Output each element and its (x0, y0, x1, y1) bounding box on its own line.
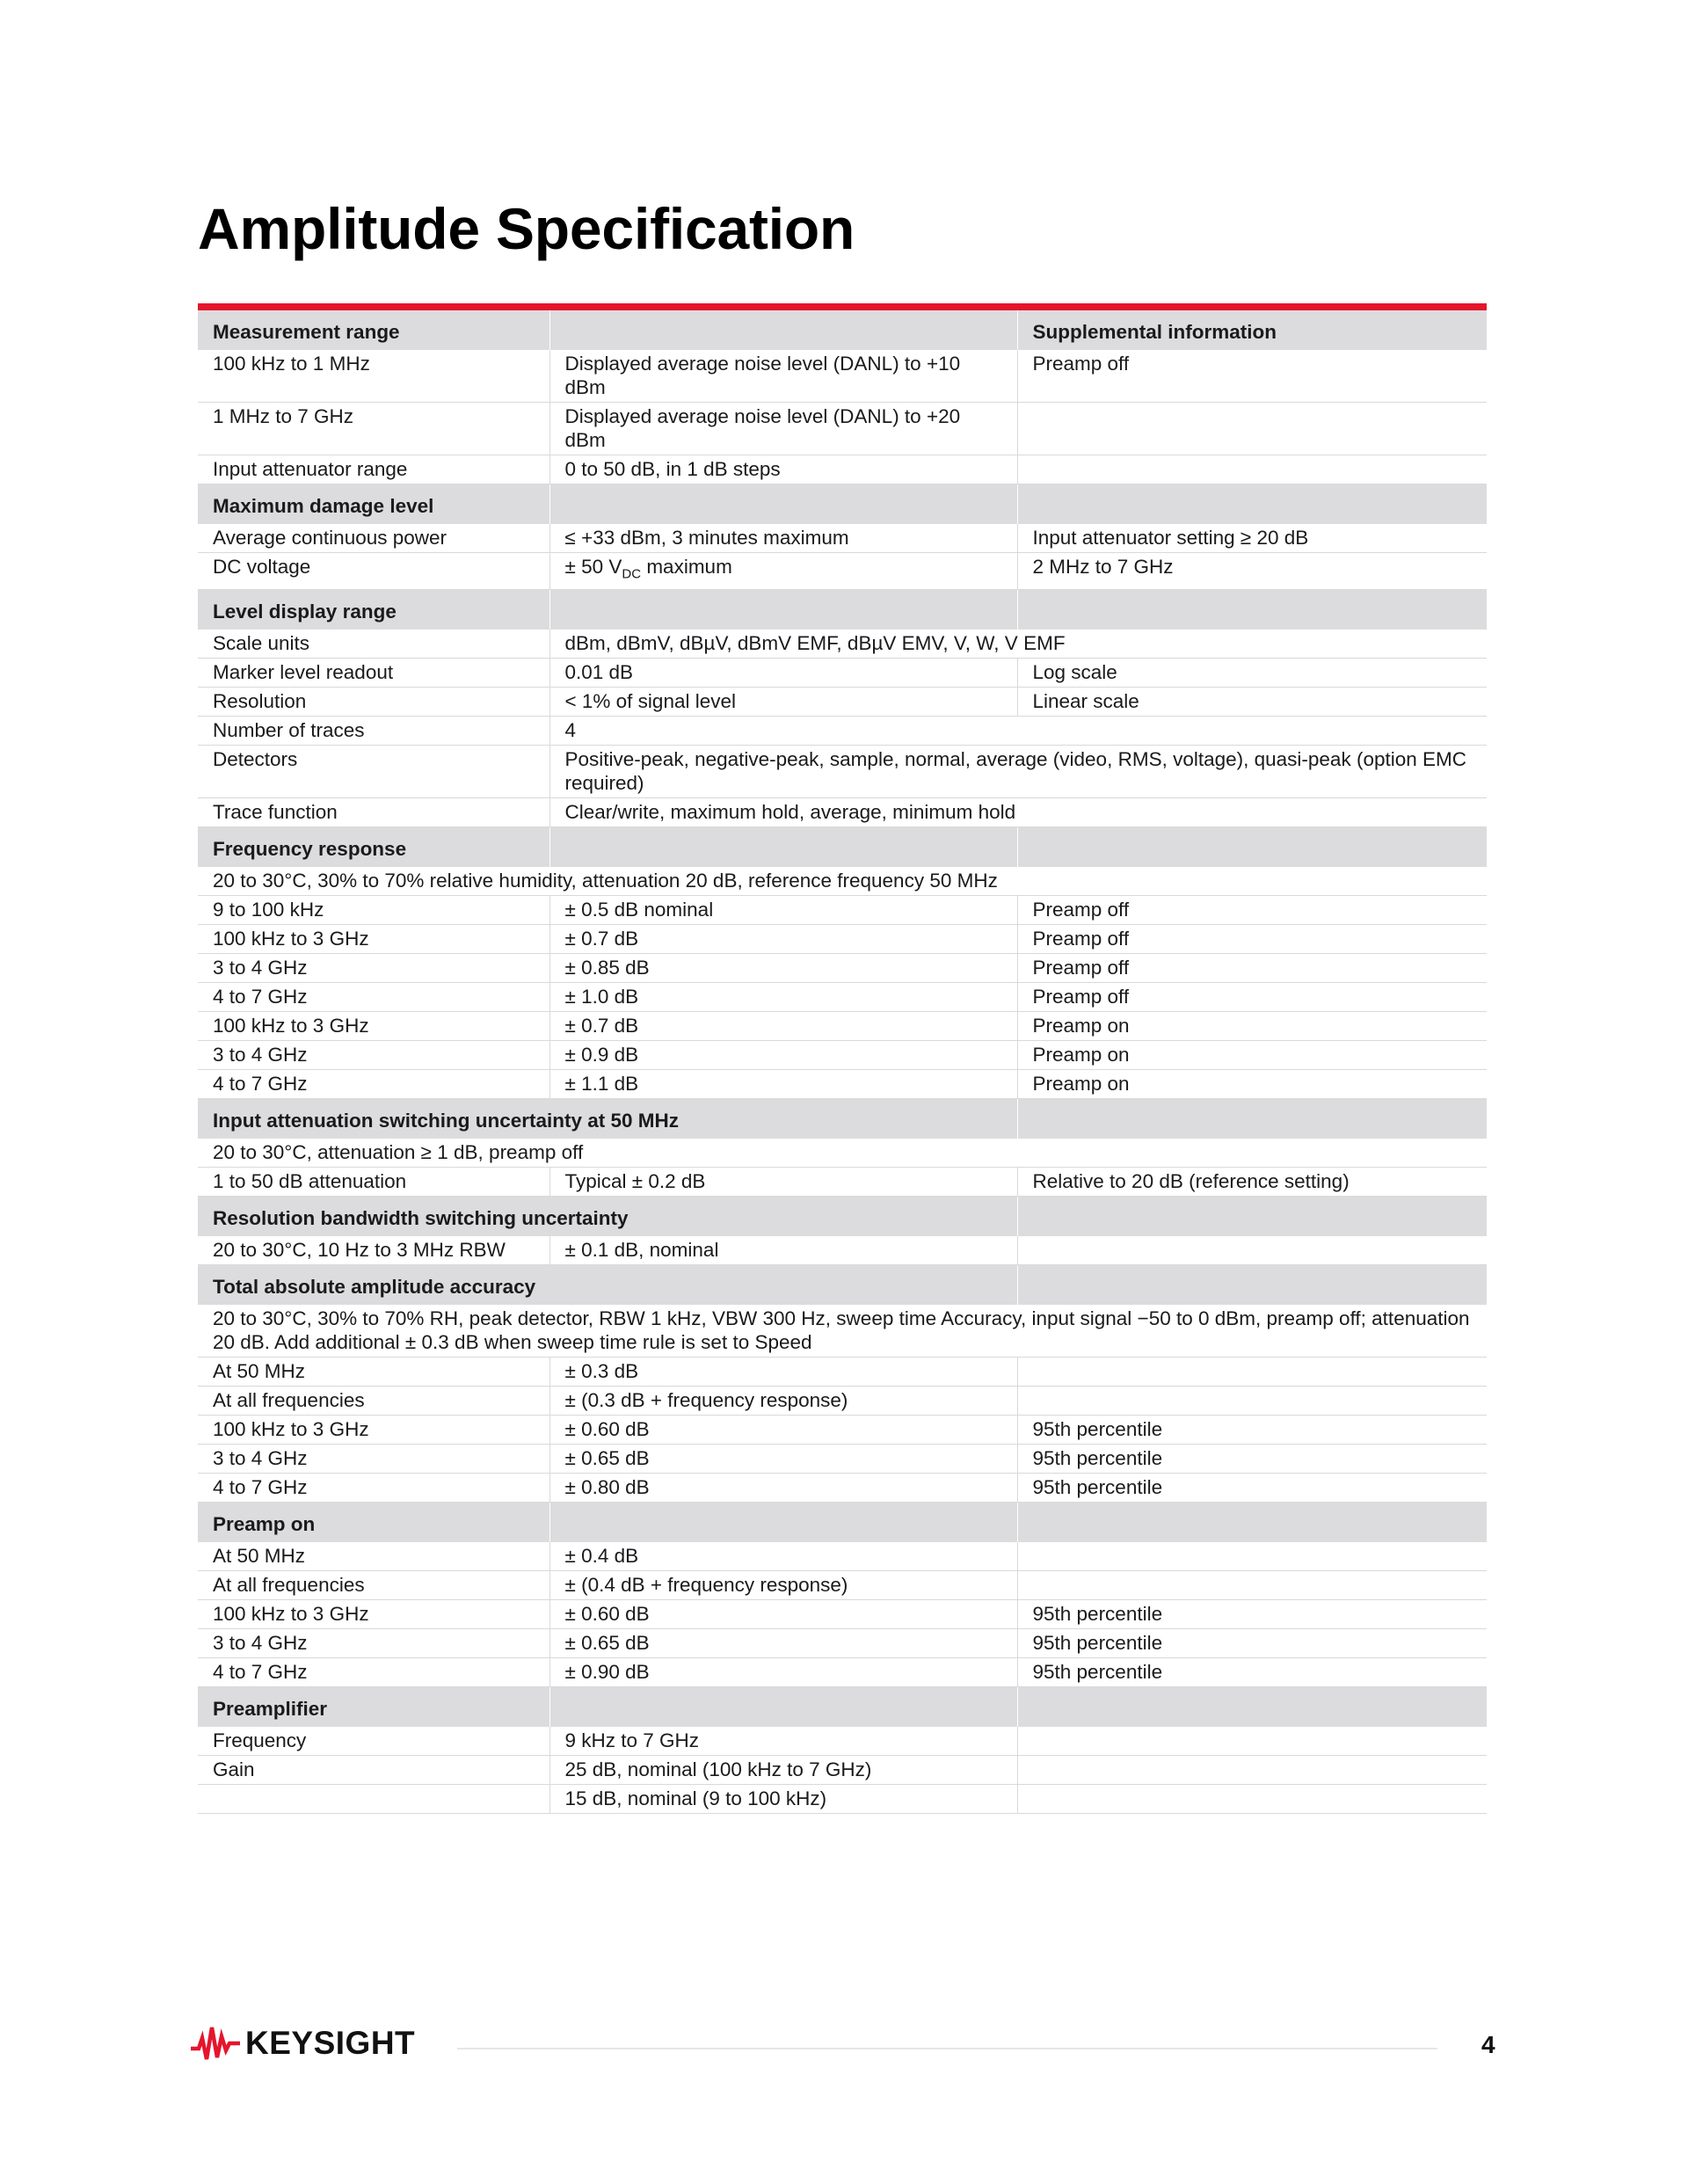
table-row (198, 455, 1487, 484)
parameter-cell: Frequency (198, 1727, 549, 1756)
section-header-row (198, 1098, 1487, 1139)
section-header-spacer (549, 1502, 1017, 1542)
section-header-row (198, 589, 1487, 630)
parameter-cell: 9 to 100 kHz (198, 895, 549, 924)
supplemental-cell: Preamp off (1017, 350, 1487, 403)
section-header-row (198, 1264, 1487, 1305)
section-header-row (198, 1686, 1487, 1727)
table-row (198, 658, 1487, 687)
section-header-supplemental (1017, 826, 1487, 867)
section-header-supplemental (1017, 1502, 1487, 1542)
section-header-supplemental (1017, 589, 1487, 630)
parameter-cell: 4 to 7 GHz (198, 1069, 549, 1098)
table-row (198, 1236, 1487, 1265)
parameter-cell: Marker level readout (198, 658, 549, 687)
specification-cell: ± 0.85 dB (549, 953, 1017, 982)
parameter-cell: Gain (198, 1755, 549, 1784)
specification-cell (549, 553, 1017, 590)
section-header: Level display range (198, 589, 549, 630)
supplemental-cell: 2 MHz to 7 GHz (1017, 553, 1487, 590)
specification-cell: ± 1.0 dB (549, 982, 1017, 1011)
supplemental-cell (1017, 455, 1487, 484)
supplemental-cell (1017, 1357, 1487, 1386)
supplemental-cell (1017, 1727, 1487, 1756)
parameter-cell: 100 kHz to 3 GHz (198, 1415, 549, 1444)
section-header-row (198, 826, 1487, 867)
section-header: Maximum damage level (198, 484, 549, 525)
parameter-cell (198, 1784, 549, 1813)
specification-cell: ± 0.1 dB, nominal (549, 1236, 1017, 1265)
specification-cell: ± 1.1 dB (549, 1069, 1017, 1098)
parameter-cell: 20 to 30°C, attenuation ≥ 1 dB, preamp off (198, 1139, 1487, 1168)
parameter-cell: Trace function (198, 797, 549, 826)
keysight-logo (191, 2024, 415, 2063)
table-row (198, 1386, 1487, 1415)
parameter-cell: At all frequencies (198, 1386, 549, 1415)
specification-cell: ± 0.7 dB (549, 924, 1017, 953)
amplitude-spec-table (198, 310, 1487, 1814)
supplemental-cell: Log scale (1017, 658, 1487, 687)
spec-subscript: DC (622, 566, 642, 582)
parameter-cell: 3 to 4 GHz (198, 1628, 549, 1657)
table-row (198, 895, 1487, 924)
table-row (198, 1657, 1487, 1686)
specification-cell: ± 0.5 dB nominal (549, 895, 1017, 924)
section-header-supplemental (1017, 1264, 1487, 1305)
spec-value: ± 50 V (564, 556, 622, 578)
section-header-supplemental (1017, 1686, 1487, 1727)
specification-cell: ± 0.7 dB (549, 1011, 1017, 1040)
parameter-cell: 4 to 7 GHz (198, 1657, 549, 1686)
spec-suffix: maximum (641, 556, 732, 578)
section-header-supplemental (1017, 1196, 1487, 1236)
table-row (198, 630, 1487, 659)
parameter-cell: At 50 MHz (198, 1542, 549, 1571)
supplemental-cell: Preamp on (1017, 1069, 1487, 1098)
section-header-spacer (549, 310, 1017, 350)
supplemental-cell: 95th percentile (1017, 1473, 1487, 1502)
table-row (198, 1727, 1487, 1756)
specification-cell: 0 to 50 dB, in 1 dB steps (549, 455, 1017, 484)
supplemental-cell: Preamp on (1017, 1011, 1487, 1040)
table-row (198, 524, 1487, 553)
specification-cell: Positive-peak, negative-peak, sample, normal, average (video, RMS, voltage), quasi-peak (option EMC required) (549, 745, 1487, 797)
parameter-cell: 4 to 7 GHz (198, 982, 549, 1011)
section-header: Preamp on (198, 1502, 549, 1542)
supplemental-cell (1017, 1755, 1487, 1784)
table-row (198, 1570, 1487, 1599)
section-header-row (198, 1196, 1487, 1236)
specification-cell: ± 0.9 dB (549, 1040, 1017, 1069)
section-header-spacer (549, 826, 1017, 867)
specification-cell: Clear/write, maximum hold, average, minimum hold (549, 797, 1487, 826)
specification-cell: ± 0.80 dB (549, 1473, 1017, 1502)
supplemental-cell: Relative to 20 dB (reference setting) (1017, 1167, 1487, 1196)
parameter-cell: Number of traces (198, 716, 549, 745)
specification-cell: ± 0.4 dB (549, 1542, 1017, 1571)
supplemental-cell (1017, 1542, 1487, 1571)
table-row (198, 403, 1487, 455)
specification-cell: ± (0.4 dB + frequency response) (549, 1570, 1017, 1599)
parameter-cell: 3 to 4 GHz (198, 1040, 549, 1069)
table-row (198, 797, 1487, 826)
table-row (198, 1357, 1487, 1386)
table-row (198, 1040, 1487, 1069)
section-header: Preamplifier (198, 1686, 549, 1727)
table-row (198, 1305, 1487, 1358)
section-header-supplemental (1017, 1098, 1487, 1139)
table-row (198, 1069, 1487, 1098)
table-row (198, 1444, 1487, 1473)
table-row (198, 1628, 1487, 1657)
parameter-cell: 1 to 50 dB attenuation (198, 1167, 549, 1196)
section-header-supplemental: Supplemental information (1017, 310, 1487, 350)
parameter-cell: 20 to 30°C, 30% to 70% relative humidity, attenuation 20 dB, reference frequency 50 MHz (198, 867, 1487, 896)
parameter-cell: At all frequencies (198, 1570, 549, 1599)
supplemental-cell (1017, 1386, 1487, 1415)
table-row (198, 1139, 1487, 1168)
parameter-cell: Scale units (198, 630, 549, 659)
supplemental-cell: Preamp off (1017, 924, 1487, 953)
table-row (198, 1167, 1487, 1196)
table-row (198, 953, 1487, 982)
section-header-supplemental (1017, 484, 1487, 525)
specification-cell: 9 kHz to 7 GHz (549, 1727, 1017, 1756)
table-row (198, 1011, 1487, 1040)
table-row (198, 982, 1487, 1011)
parameter-cell: 100 kHz to 1 MHz (198, 350, 549, 403)
section-header-row (198, 484, 1487, 525)
title-accent-bar (198, 303, 1487, 310)
supplemental-cell (1017, 1784, 1487, 1813)
specification-cell: 25 dB, nominal (100 kHz to 7 GHz) (549, 1755, 1017, 1784)
section-header-spacer (549, 1686, 1017, 1727)
table-row (198, 1415, 1487, 1444)
table-row (198, 350, 1487, 403)
table-row (198, 924, 1487, 953)
specification-cell: < 1% of signal level (549, 687, 1017, 716)
specification-cell: 4 (549, 716, 1487, 745)
specification-cell: ± 0.65 dB (549, 1628, 1017, 1657)
section-header: Frequency response (198, 826, 549, 867)
table-row (198, 1755, 1487, 1784)
table-row (198, 553, 1487, 590)
section-header: Input attenuation switching uncertainty at 50 MHz (198, 1098, 1017, 1139)
parameter-cell: 100 kHz to 3 GHz (198, 924, 549, 953)
supplemental-cell: 95th percentile (1017, 1599, 1487, 1628)
parameter-cell: Detectors (198, 745, 549, 797)
supplemental-cell: 95th percentile (1017, 1444, 1487, 1473)
specification-cell: ± 0.90 dB (549, 1657, 1017, 1686)
parameter-cell: 20 to 30°C, 10 Hz to 3 MHz RBW (198, 1236, 549, 1265)
specification-cell: 15 dB, nominal (9 to 100 kHz) (549, 1784, 1017, 1813)
supplemental-cell (1017, 1570, 1487, 1599)
specification-cell: Typical ± 0.2 dB (549, 1167, 1017, 1196)
parameter-cell: At 50 MHz (198, 1357, 549, 1386)
page-number: 4 (1481, 2031, 1495, 2058)
specification-cell: dBm, dBmV, dBµV, dBmV EMF, dBµV EMV, V, W, V EMF (549, 630, 1487, 659)
parameter-cell: 4 to 7 GHz (198, 1473, 549, 1502)
supplemental-cell: 95th percentile (1017, 1628, 1487, 1657)
parameter-cell: 3 to 4 GHz (198, 1444, 549, 1473)
supplemental-cell (1017, 1236, 1487, 1265)
supplemental-cell: Preamp off (1017, 895, 1487, 924)
table-row (198, 1542, 1487, 1571)
section-header: Measurement range (198, 310, 549, 350)
supplemental-cell: Preamp off (1017, 982, 1487, 1011)
parameter-cell: Resolution (198, 687, 549, 716)
table-row (198, 867, 1487, 896)
specification-cell: ± 0.60 dB (549, 1415, 1017, 1444)
supplemental-cell: Preamp on (1017, 1040, 1487, 1069)
section-header-row (198, 310, 1487, 350)
parameter-cell: Input attenuator range (198, 455, 549, 484)
supplemental-cell: Linear scale (1017, 687, 1487, 716)
section-header-spacer (549, 484, 1017, 525)
section-header-row (198, 1502, 1487, 1542)
table-row (198, 1473, 1487, 1502)
table-row (198, 1599, 1487, 1628)
parameter-cell: 1 MHz to 7 GHz (198, 403, 549, 455)
section-header-spacer (549, 589, 1017, 630)
footer-divider (457, 2048, 1437, 2049)
supplemental-cell: 95th percentile (1017, 1415, 1487, 1444)
keysight-wave-logo-icon (191, 2024, 240, 2063)
specification-cell: ± 0.65 dB (549, 1444, 1017, 1473)
parameter-cell: DC voltage (198, 553, 549, 590)
parameter-cell: Average continuous power (198, 524, 549, 553)
specification-cell: Displayed average noise level (DANL) to +20 dBm (549, 403, 1017, 455)
section-header: Resolution bandwidth switching uncertainty (198, 1196, 1017, 1236)
table-row (198, 1784, 1487, 1813)
parameter-cell: 100 kHz to 3 GHz (198, 1599, 549, 1628)
page-title: Amplitude Specification (198, 196, 855, 261)
parameter-cell: 3 to 4 GHz (198, 953, 549, 982)
table-row (198, 716, 1487, 745)
supplemental-cell: 95th percentile (1017, 1657, 1487, 1686)
supplemental-cell (1017, 403, 1487, 455)
specification-cell: 0.01 dB (549, 658, 1017, 687)
specification-cell: ≤ +33 dBm, 3 minutes maximum (549, 524, 1017, 553)
specification-cell: ± 0.60 dB (549, 1599, 1017, 1628)
parameter-cell: 20 to 30°C, 30% to 70% RH, peak detector, RBW 1 kHz, VBW 300 Hz, sweep time Accuracy, input signal −50 to 0 dBm, preamp off; attenuation 20 dB. Add additional ± 0.3 dB when sweep time rule is set to Speed (198, 1305, 1487, 1358)
supplemental-cell: Input attenuator setting ≥ 20 dB (1017, 524, 1487, 553)
parameter-cell: 100 kHz to 3 GHz (198, 1011, 549, 1040)
section-header: Total absolute amplitude accuracy (198, 1264, 1017, 1305)
table-row (198, 687, 1487, 716)
supplemental-cell: Preamp off (1017, 953, 1487, 982)
specification-cell: ± 0.3 dB (549, 1357, 1017, 1386)
table-row (198, 745, 1487, 797)
brand-name: KEYSIGHT (245, 2025, 416, 2061)
specification-cell: ± (0.3 dB + frequency response) (549, 1386, 1017, 1415)
specification-cell: Displayed average noise level (DANL) to +10 dBm (549, 350, 1017, 403)
